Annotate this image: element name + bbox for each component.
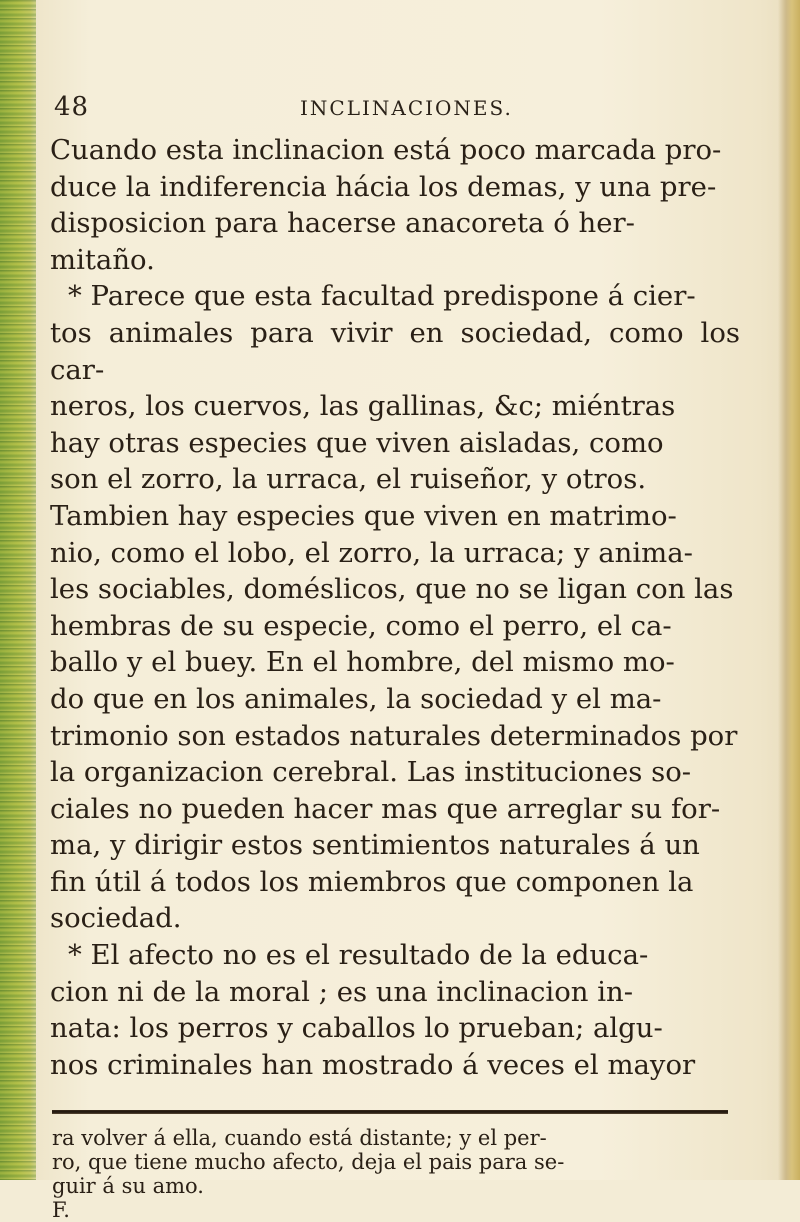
footnote-text: ra volver á ella, cuando está distante; y el per- ro, que tiene mucho afecto, deja el pais para se- guir á su amo. — [52, 1126, 565, 1199]
page-content — [50, 92, 740, 1222]
page-number: 48 — [54, 92, 90, 122]
running-head: INCLINACIONES. — [300, 96, 513, 120]
footnote — [52, 1126, 728, 1222]
binding-strip — [0, 0, 36, 1180]
page-edge — [778, 0, 800, 1180]
body-paragraph: Cuando esta inclinacion está poco marcada pro- duce la indiferencia hácia los demas, y una pre- disposicion para hacerse anacoreta ó her- mitaño. — [50, 134, 722, 276]
body-paragraph: * El afecto no es el resultado de la educa- cion ni de la moral ; es una inclinacion in- nata: los perros y caballos lo prueban; algu- nos criminales han mostrado á veces el mayor — [50, 939, 696, 1081]
footnote-rule — [52, 1110, 728, 1114]
page-header — [50, 92, 740, 132]
footnote-signature: F. — [52, 1198, 70, 1222]
body-paragraph: * Parece que esta facultad predispone á cier- tos animales para vivir en sociedad, como los car- neros, los cuervos, las gallinas, &c; miéntras hay otras especies que viven aisladas, como son el zorro, la urraca, el ruiseñor, y otros. Tambien hay especies que viven en matrimo- nio, como el lobo, el zorro, la urraca; y anima- les sociables, doméslicos, que no se ligan con las hembras de su especie, como el perro, el ca- ballo y el buey. En el hombre, del mismo mo- do que en los animales, la sociedad y el ma- trimonio son estados naturales determinados por la organizacion cerebral. Las instituciones so- ciales no pueden hacer mas que arreglar su for- ma, y dirigir estos sentimientos naturales á un fin útil á todos los miembros que componen la sociedad. — [50, 280, 740, 935]
